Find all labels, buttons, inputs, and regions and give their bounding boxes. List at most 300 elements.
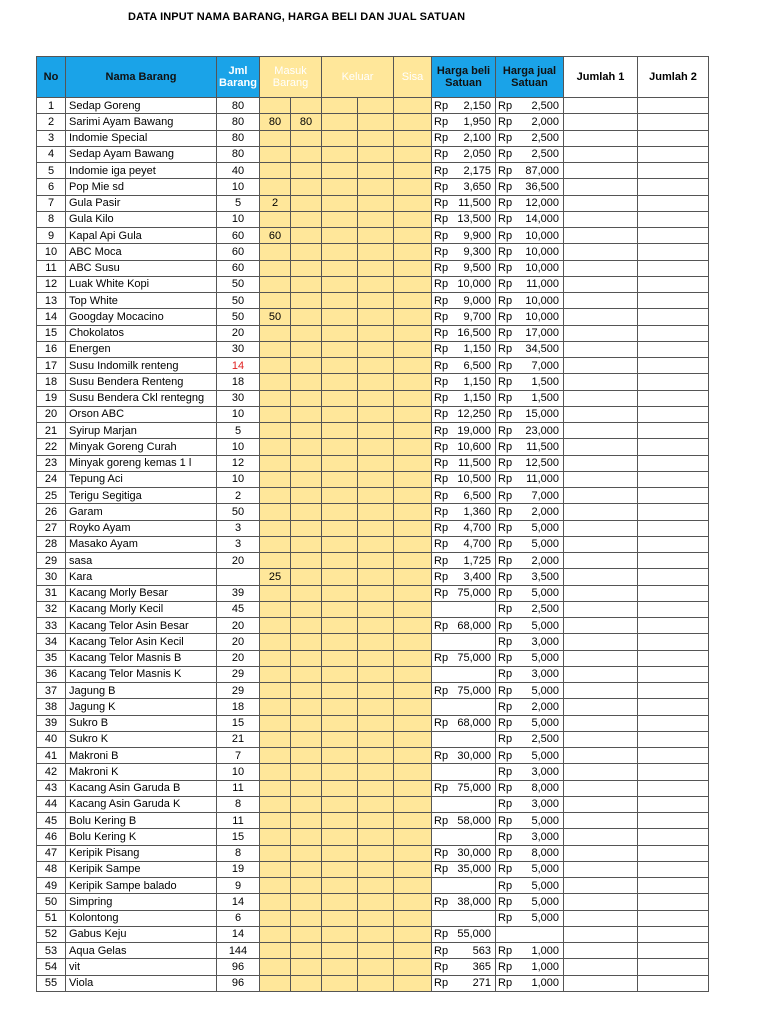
masuk-2-cell[interactable]: [291, 553, 322, 569]
row-number[interactable]: 17: [37, 358, 66, 374]
keluar-1-cell[interactable]: [322, 569, 358, 585]
row-number[interactable]: 5: [37, 163, 66, 179]
keluar-1-cell[interactable]: [322, 829, 358, 845]
keluar-2-cell[interactable]: [358, 439, 394, 455]
item-quantity[interactable]: 15: [217, 715, 260, 731]
sisa-cell[interactable]: [394, 618, 432, 634]
item-quantity[interactable]: 80: [217, 146, 260, 162]
row-number[interactable]: 1: [37, 98, 66, 114]
masuk-2-cell[interactable]: [291, 471, 322, 487]
masuk-1-cell[interactable]: [260, 926, 291, 942]
masuk-2-cell[interactable]: [291, 618, 322, 634]
harga-jual-cell[interactable]: [496, 780, 564, 796]
jumlah-1-cell[interactable]: [564, 926, 638, 942]
item-name[interactable]: Kapal Api Gula: [66, 228, 217, 244]
jumlah-1-cell[interactable]: [564, 179, 638, 195]
jumlah-2-cell[interactable]: [638, 569, 709, 585]
item-quantity[interactable]: 14: [217, 894, 260, 910]
harga-jual-cell[interactable]: [496, 796, 564, 812]
row-number[interactable]: 45: [37, 813, 66, 829]
keluar-1-cell[interactable]: [322, 715, 358, 731]
keluar-1-cell[interactable]: [322, 959, 358, 975]
item-name[interactable]: Masako Ayam: [66, 536, 217, 552]
jumlah-1-cell[interactable]: [564, 406, 638, 422]
harga-beli-cell[interactable]: [432, 390, 496, 406]
item-name[interactable]: ABC Susu: [66, 260, 217, 276]
keluar-2-cell[interactable]: [358, 731, 394, 747]
masuk-1-cell[interactable]: 25: [260, 569, 291, 585]
item-name[interactable]: Garam: [66, 504, 217, 520]
row-number[interactable]: 50: [37, 894, 66, 910]
masuk-2-cell[interactable]: [291, 146, 322, 162]
keluar-1-cell[interactable]: [322, 130, 358, 146]
masuk-2-cell[interactable]: [291, 634, 322, 650]
masuk-2-cell[interactable]: [291, 309, 322, 325]
masuk-2-cell[interactable]: [291, 504, 322, 520]
sisa-cell[interactable]: [394, 715, 432, 731]
item-quantity[interactable]: 60: [217, 244, 260, 260]
keluar-2-cell[interactable]: [358, 358, 394, 374]
keluar-2-cell[interactable]: [358, 553, 394, 569]
masuk-1-cell[interactable]: [260, 748, 291, 764]
sisa-cell[interactable]: [394, 764, 432, 780]
masuk-1-cell[interactable]: [260, 796, 291, 812]
item-quantity[interactable]: 80: [217, 114, 260, 130]
harga-beli-cell[interactable]: [432, 439, 496, 455]
harga-beli-cell[interactable]: [432, 520, 496, 536]
jumlah-1-cell[interactable]: [564, 650, 638, 666]
keluar-1-cell[interactable]: [322, 98, 358, 114]
harga-beli-cell[interactable]: [432, 926, 496, 942]
sisa-cell[interactable]: [394, 455, 432, 471]
masuk-1-cell[interactable]: [260, 878, 291, 894]
harga-beli-cell[interactable]: [432, 601, 496, 617]
harga-jual-cell[interactable]: [496, 959, 564, 975]
keluar-1-cell[interactable]: [322, 731, 358, 747]
jumlah-1-cell[interactable]: [564, 699, 638, 715]
keluar-1-cell[interactable]: [322, 813, 358, 829]
harga-beli-cell[interactable]: [432, 341, 496, 357]
harga-jual-cell[interactable]: [496, 569, 564, 585]
keluar-2-cell[interactable]: [358, 293, 394, 309]
row-number[interactable]: 35: [37, 650, 66, 666]
row-number[interactable]: 47: [37, 845, 66, 861]
sisa-cell[interactable]: [394, 650, 432, 666]
harga-beli-cell[interactable]: [432, 715, 496, 731]
sisa-cell[interactable]: [394, 146, 432, 162]
keluar-2-cell[interactable]: [358, 390, 394, 406]
masuk-1-cell[interactable]: [260, 601, 291, 617]
item-name[interactable]: sasa: [66, 553, 217, 569]
keluar-2-cell[interactable]: [358, 260, 394, 276]
keluar-2-cell[interactable]: [358, 520, 394, 536]
row-number[interactable]: 3: [37, 130, 66, 146]
keluar-2-cell[interactable]: [358, 179, 394, 195]
sisa-cell[interactable]: [394, 130, 432, 146]
jumlah-2-cell[interactable]: [638, 146, 709, 162]
item-name[interactable]: Jagung B: [66, 683, 217, 699]
jumlah-2-cell[interactable]: [638, 715, 709, 731]
jumlah-2-cell[interactable]: [638, 731, 709, 747]
item-name[interactable]: Gula Kilo: [66, 211, 217, 227]
harga-jual-cell[interactable]: [496, 195, 564, 211]
row-number[interactable]: 54: [37, 959, 66, 975]
jumlah-2-cell[interactable]: [638, 114, 709, 130]
keluar-2-cell[interactable]: [358, 244, 394, 260]
jumlah-2-cell[interactable]: [638, 796, 709, 812]
jumlah-2-cell[interactable]: [638, 325, 709, 341]
harga-jual-cell[interactable]: [496, 878, 564, 894]
jumlah-2-cell[interactable]: [638, 748, 709, 764]
item-name[interactable]: Kacang Telor Masnis B: [66, 650, 217, 666]
item-name[interactable]: Jagung K: [66, 699, 217, 715]
masuk-1-cell[interactable]: [260, 341, 291, 357]
item-quantity[interactable]: 10: [217, 211, 260, 227]
masuk-1-cell[interactable]: [260, 211, 291, 227]
harga-beli-cell[interactable]: [432, 260, 496, 276]
jumlah-2-cell[interactable]: [638, 374, 709, 390]
row-number[interactable]: 55: [37, 975, 66, 991]
masuk-2-cell[interactable]: [291, 943, 322, 959]
row-number[interactable]: 51: [37, 910, 66, 926]
item-name[interactable]: Gula Pasir: [66, 195, 217, 211]
masuk-2-cell[interactable]: [291, 764, 322, 780]
jumlah-1-cell[interactable]: [564, 861, 638, 877]
row-number[interactable]: 40: [37, 731, 66, 747]
masuk-2-cell[interactable]: [291, 601, 322, 617]
harga-jual-cell[interactable]: [496, 650, 564, 666]
item-name[interactable]: Terigu Segitiga: [66, 488, 217, 504]
keluar-2-cell[interactable]: [358, 423, 394, 439]
masuk-1-cell[interactable]: [260, 553, 291, 569]
keluar-1-cell[interactable]: [322, 211, 358, 227]
item-quantity[interactable]: 20: [217, 553, 260, 569]
sisa-cell[interactable]: [394, 520, 432, 536]
harga-beli-cell[interactable]: [432, 536, 496, 552]
keluar-2-cell[interactable]: [358, 228, 394, 244]
keluar-2-cell[interactable]: [358, 926, 394, 942]
jumlah-2-cell[interactable]: [638, 471, 709, 487]
harga-jual-cell[interactable]: [496, 618, 564, 634]
keluar-1-cell[interactable]: [322, 325, 358, 341]
keluar-1-cell[interactable]: [322, 683, 358, 699]
row-number[interactable]: 9: [37, 228, 66, 244]
jumlah-1-cell[interactable]: [564, 98, 638, 114]
keluar-1-cell[interactable]: [322, 423, 358, 439]
jumlah-2-cell[interactable]: [638, 423, 709, 439]
item-quantity[interactable]: 20: [217, 634, 260, 650]
jumlah-1-cell[interactable]: [564, 504, 638, 520]
masuk-1-cell[interactable]: [260, 683, 291, 699]
jumlah-2-cell[interactable]: [638, 358, 709, 374]
jumlah-1-cell[interactable]: [564, 975, 638, 991]
sisa-cell[interactable]: [394, 910, 432, 926]
row-number[interactable]: 2: [37, 114, 66, 130]
jumlah-2-cell[interactable]: [638, 309, 709, 325]
jumlah-1-cell[interactable]: [564, 796, 638, 812]
item-quantity[interactable]: 50: [217, 504, 260, 520]
masuk-1-cell[interactable]: [260, 585, 291, 601]
row-number[interactable]: 27: [37, 520, 66, 536]
keluar-2-cell[interactable]: [358, 861, 394, 877]
row-number[interactable]: 30: [37, 569, 66, 585]
row-number[interactable]: 21: [37, 423, 66, 439]
sisa-cell[interactable]: [394, 959, 432, 975]
masuk-2-cell[interactable]: [291, 488, 322, 504]
harga-jual-cell[interactable]: [496, 536, 564, 552]
keluar-1-cell[interactable]: [322, 455, 358, 471]
keluar-2-cell[interactable]: [358, 764, 394, 780]
row-number[interactable]: 49: [37, 878, 66, 894]
masuk-2-cell[interactable]: [291, 163, 322, 179]
harga-beli-cell[interactable]: [432, 374, 496, 390]
masuk-1-cell[interactable]: [260, 146, 291, 162]
sisa-cell[interactable]: [394, 553, 432, 569]
row-number[interactable]: 16: [37, 341, 66, 357]
masuk-1-cell[interactable]: [260, 423, 291, 439]
sisa-cell[interactable]: [394, 861, 432, 877]
masuk-2-cell[interactable]: [291, 390, 322, 406]
item-quantity[interactable]: 50: [217, 276, 260, 292]
masuk-1-cell[interactable]: [260, 520, 291, 536]
harga-jual-cell[interactable]: [496, 520, 564, 536]
keluar-1-cell[interactable]: [322, 585, 358, 601]
harga-jual-cell[interactable]: [496, 715, 564, 731]
jumlah-1-cell[interactable]: [564, 618, 638, 634]
jumlah-1-cell[interactable]: [564, 943, 638, 959]
masuk-1-cell[interactable]: [260, 488, 291, 504]
sisa-cell[interactable]: [394, 228, 432, 244]
item-name[interactable]: Minyak goreng kemas 1 l: [66, 455, 217, 471]
row-number[interactable]: 4: [37, 146, 66, 162]
harga-beli-cell[interactable]: [432, 683, 496, 699]
keluar-2-cell[interactable]: [358, 504, 394, 520]
jumlah-1-cell[interactable]: [564, 228, 638, 244]
item-name[interactable]: Simpring: [66, 894, 217, 910]
jumlah-2-cell[interactable]: [638, 910, 709, 926]
masuk-2-cell[interactable]: [291, 195, 322, 211]
item-name[interactable]: Top White: [66, 293, 217, 309]
row-number[interactable]: 33: [37, 618, 66, 634]
item-name[interactable]: Susu Bendera Ckl rentegng: [66, 390, 217, 406]
item-quantity[interactable]: 18: [217, 699, 260, 715]
keluar-1-cell[interactable]: [322, 504, 358, 520]
keluar-1-cell[interactable]: [322, 650, 358, 666]
harga-jual-cell[interactable]: [496, 926, 564, 942]
sisa-cell[interactable]: [394, 179, 432, 195]
jumlah-2-cell[interactable]: [638, 488, 709, 504]
item-name[interactable]: Viola: [66, 975, 217, 991]
row-number[interactable]: 39: [37, 715, 66, 731]
keluar-1-cell[interactable]: [322, 471, 358, 487]
jumlah-2-cell[interactable]: [638, 98, 709, 114]
jumlah-1-cell[interactable]: [564, 894, 638, 910]
harga-beli-cell[interactable]: [432, 146, 496, 162]
jumlah-1-cell[interactable]: [564, 390, 638, 406]
masuk-2-cell[interactable]: [291, 439, 322, 455]
row-number[interactable]: 26: [37, 504, 66, 520]
jumlah-2-cell[interactable]: [638, 130, 709, 146]
harga-beli-cell[interactable]: [432, 731, 496, 747]
masuk-1-cell[interactable]: [260, 780, 291, 796]
keluar-1-cell[interactable]: [322, 780, 358, 796]
item-quantity[interactable]: 30: [217, 341, 260, 357]
sisa-cell[interactable]: [394, 471, 432, 487]
harga-beli-cell[interactable]: [432, 276, 496, 292]
jumlah-1-cell[interactable]: [564, 959, 638, 975]
jumlah-2-cell[interactable]: [638, 276, 709, 292]
item-quantity[interactable]: 9: [217, 878, 260, 894]
sisa-cell[interactable]: [394, 163, 432, 179]
keluar-1-cell[interactable]: [322, 146, 358, 162]
harga-beli-cell[interactable]: [432, 634, 496, 650]
jumlah-1-cell[interactable]: [564, 195, 638, 211]
masuk-1-cell[interactable]: [260, 325, 291, 341]
masuk-1-cell[interactable]: [260, 764, 291, 780]
item-name[interactable]: Keripik Pisang: [66, 845, 217, 861]
item-name[interactable]: Keripik Sampe balado: [66, 878, 217, 894]
item-name[interactable]: Syirup Marjan: [66, 423, 217, 439]
harga-beli-cell[interactable]: [432, 114, 496, 130]
keluar-2-cell[interactable]: [358, 975, 394, 991]
item-quantity[interactable]: 29: [217, 683, 260, 699]
masuk-2-cell[interactable]: [291, 244, 322, 260]
masuk-2-cell[interactable]: [291, 260, 322, 276]
harga-beli-cell[interactable]: [432, 878, 496, 894]
harga-beli-cell[interactable]: [432, 455, 496, 471]
harga-jual-cell[interactable]: [496, 130, 564, 146]
masuk-1-cell[interactable]: 60: [260, 228, 291, 244]
jumlah-2-cell[interactable]: [638, 861, 709, 877]
harga-beli-cell[interactable]: [432, 130, 496, 146]
masuk-1-cell[interactable]: [260, 910, 291, 926]
keluar-2-cell[interactable]: [358, 130, 394, 146]
keluar-2-cell[interactable]: [358, 618, 394, 634]
item-name[interactable]: Kacang Telor Asin Kecil: [66, 634, 217, 650]
keluar-1-cell[interactable]: [322, 910, 358, 926]
jumlah-1-cell[interactable]: [564, 163, 638, 179]
harga-beli-cell[interactable]: [432, 163, 496, 179]
row-number[interactable]: 20: [37, 406, 66, 422]
masuk-1-cell[interactable]: [260, 179, 291, 195]
row-number[interactable]: 31: [37, 585, 66, 601]
item-name[interactable]: Indomie Special: [66, 130, 217, 146]
row-number[interactable]: 41: [37, 748, 66, 764]
row-number[interactable]: 32: [37, 601, 66, 617]
keluar-2-cell[interactable]: [358, 536, 394, 552]
jumlah-1-cell[interactable]: [564, 455, 638, 471]
item-quantity[interactable]: 2: [217, 488, 260, 504]
keluar-1-cell[interactable]: [322, 260, 358, 276]
masuk-2-cell[interactable]: 80: [291, 114, 322, 130]
masuk-2-cell[interactable]: [291, 293, 322, 309]
masuk-1-cell[interactable]: [260, 894, 291, 910]
jumlah-2-cell[interactable]: [638, 179, 709, 195]
sisa-cell[interactable]: [394, 504, 432, 520]
masuk-2-cell[interactable]: [291, 650, 322, 666]
item-quantity[interactable]: 45: [217, 601, 260, 617]
masuk-2-cell[interactable]: [291, 276, 322, 292]
jumlah-1-cell[interactable]: [564, 244, 638, 260]
keluar-2-cell[interactable]: [358, 845, 394, 861]
item-quantity[interactable]: 11: [217, 780, 260, 796]
item-name[interactable]: vit: [66, 959, 217, 975]
jumlah-1-cell[interactable]: [564, 260, 638, 276]
item-quantity[interactable]: 39: [217, 585, 260, 601]
keluar-1-cell[interactable]: [322, 975, 358, 991]
masuk-2-cell[interactable]: [291, 796, 322, 812]
masuk-1-cell[interactable]: [260, 845, 291, 861]
jumlah-2-cell[interactable]: [638, 293, 709, 309]
item-name[interactable]: Aqua Gelas: [66, 943, 217, 959]
row-number[interactable]: 38: [37, 699, 66, 715]
harga-jual-cell[interactable]: [496, 634, 564, 650]
harga-jual-cell[interactable]: [496, 894, 564, 910]
jumlah-2-cell[interactable]: [638, 666, 709, 682]
item-quantity[interactable]: 80: [217, 130, 260, 146]
jumlah-2-cell[interactable]: [638, 341, 709, 357]
item-name[interactable]: Susu Indomilk renteng: [66, 358, 217, 374]
row-number[interactable]: 53: [37, 943, 66, 959]
masuk-1-cell[interactable]: [260, 293, 291, 309]
jumlah-2-cell[interactable]: [638, 520, 709, 536]
masuk-2-cell[interactable]: [291, 975, 322, 991]
masuk-2-cell[interactable]: [291, 829, 322, 845]
keluar-1-cell[interactable]: [322, 845, 358, 861]
harga-jual-cell[interactable]: [496, 406, 564, 422]
masuk-2-cell[interactable]: [291, 130, 322, 146]
keluar-2-cell[interactable]: [358, 374, 394, 390]
masuk-2-cell[interactable]: [291, 926, 322, 942]
harga-beli-cell[interactable]: [432, 861, 496, 877]
harga-jual-cell[interactable]: [496, 748, 564, 764]
item-quantity[interactable]: 30: [217, 390, 260, 406]
masuk-1-cell[interactable]: [260, 406, 291, 422]
item-quantity[interactable]: 29: [217, 666, 260, 682]
harga-beli-cell[interactable]: [432, 943, 496, 959]
masuk-1-cell[interactable]: 80: [260, 114, 291, 130]
item-name[interactable]: Pop Mie sd: [66, 179, 217, 195]
harga-beli-cell[interactable]: [432, 748, 496, 764]
item-name[interactable]: Kacang Morly Kecil: [66, 601, 217, 617]
sisa-cell[interactable]: [394, 748, 432, 764]
item-name[interactable]: Chokolatos: [66, 325, 217, 341]
jumlah-2-cell[interactable]: [638, 845, 709, 861]
item-name[interactable]: Energen: [66, 341, 217, 357]
item-quantity[interactable]: 20: [217, 618, 260, 634]
masuk-1-cell[interactable]: [260, 471, 291, 487]
keluar-1-cell[interactable]: [322, 943, 358, 959]
sisa-cell[interactable]: [394, 244, 432, 260]
masuk-2-cell[interactable]: [291, 374, 322, 390]
masuk-1-cell[interactable]: [260, 715, 291, 731]
item-name[interactable]: Gabus Keju: [66, 926, 217, 942]
jumlah-1-cell[interactable]: [564, 520, 638, 536]
jumlah-2-cell[interactable]: [638, 504, 709, 520]
jumlah-1-cell[interactable]: [564, 878, 638, 894]
item-quantity[interactable]: 8: [217, 845, 260, 861]
sisa-cell[interactable]: [394, 276, 432, 292]
harga-beli-cell[interactable]: [432, 975, 496, 991]
harga-jual-cell[interactable]: [496, 276, 564, 292]
masuk-2-cell[interactable]: [291, 845, 322, 861]
row-number[interactable]: 6: [37, 179, 66, 195]
row-number[interactable]: 12: [37, 276, 66, 292]
harga-jual-cell[interactable]: [496, 601, 564, 617]
masuk-2-cell[interactable]: [291, 813, 322, 829]
harga-beli-cell[interactable]: [432, 618, 496, 634]
sisa-cell[interactable]: [394, 601, 432, 617]
